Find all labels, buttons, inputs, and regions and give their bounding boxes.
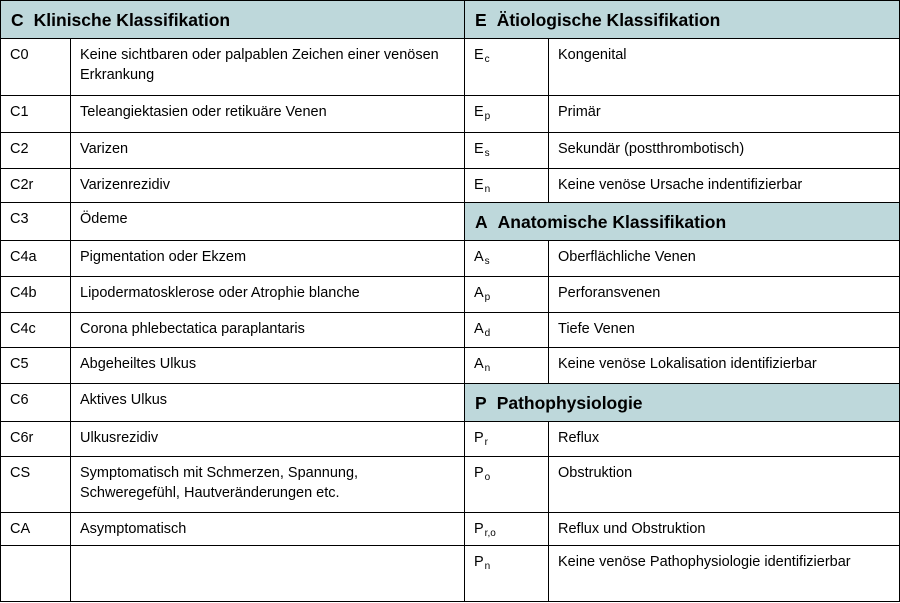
code-letter: P bbox=[474, 430, 484, 446]
clinical-code bbox=[1, 546, 71, 602]
clinical-description: Abgeheiltes Ulkus bbox=[71, 348, 465, 384]
code-letter: A bbox=[474, 249, 484, 265]
code-subscript: d bbox=[484, 328, 491, 339]
code-subscript: p bbox=[484, 292, 491, 303]
clinical-code: C4b bbox=[1, 277, 71, 313]
table-row bbox=[1, 313, 900, 348]
clinical-code: C5 bbox=[1, 348, 71, 384]
etiologic-code bbox=[465, 169, 549, 203]
code-subscript: r,o bbox=[484, 528, 496, 539]
code-letter: A bbox=[474, 356, 484, 372]
code-subscript: n bbox=[484, 184, 491, 195]
pathophysiology-code bbox=[465, 422, 549, 457]
table-row bbox=[1, 513, 900, 546]
pathophysiology-code bbox=[465, 457, 549, 513]
etiologic-code bbox=[465, 96, 549, 133]
anatomic-description: Keine venöse Lokalisation identifizierbar bbox=[549, 348, 900, 384]
anatomic-description: Tiefe Venen bbox=[549, 313, 900, 348]
pathophysiology-description: Reflux bbox=[549, 422, 900, 457]
code-subscript: r bbox=[484, 437, 489, 448]
table-row bbox=[1, 384, 900, 422]
code-subscript: p bbox=[484, 111, 491, 122]
etiologic-description: Primär bbox=[549, 96, 900, 133]
table-row bbox=[1, 169, 900, 203]
table-row bbox=[1, 96, 900, 133]
section-title: Ätiologische Klassifikation bbox=[496, 9, 721, 30]
section-header-pathophysiology bbox=[465, 384, 900, 422]
anatomic-description: Perforansvenen bbox=[549, 277, 900, 313]
clinical-code: CS bbox=[1, 457, 71, 513]
code-subscript: o bbox=[484, 472, 491, 483]
section-letter: C bbox=[11, 9, 24, 30]
code-letter: P bbox=[474, 521, 484, 537]
etiologic-description: Sekundär (postthrombotisch) bbox=[549, 133, 900, 169]
anatomic-code bbox=[465, 348, 549, 384]
clinical-code: C3 bbox=[1, 203, 71, 241]
clinical-description: Lipodermatosklerose oder Atrophie blanche bbox=[71, 277, 465, 313]
clinical-description: Varizenrezidiv bbox=[71, 169, 465, 203]
section-title: Klinische Klassifikation bbox=[33, 9, 231, 30]
code-letter: A bbox=[474, 285, 484, 301]
etiologic-code bbox=[465, 39, 549, 96]
table-row bbox=[1, 348, 900, 384]
clinical-description: Asymptomatisch bbox=[71, 513, 465, 546]
code-letter: E bbox=[474, 141, 484, 157]
section-letter: E bbox=[475, 9, 487, 30]
anatomic-code bbox=[465, 277, 549, 313]
clinical-description: Varizen bbox=[71, 133, 465, 169]
code-subscript: s bbox=[484, 256, 490, 267]
etiologic-description: Kongenital bbox=[549, 39, 900, 96]
pathophysiology-code bbox=[465, 513, 549, 546]
table-row bbox=[1, 422, 900, 457]
code-letter: E bbox=[474, 177, 484, 193]
anatomic-code bbox=[465, 241, 549, 277]
section-header-anatomic bbox=[465, 203, 900, 241]
code-letter: P bbox=[474, 554, 484, 570]
section-title: Anatomische Klassifikation bbox=[497, 211, 727, 232]
pathophysiology-description: Obstruktion bbox=[549, 457, 900, 513]
etiologic-code bbox=[465, 133, 549, 169]
pathophysiology-description: Keine venöse Pathophysiologie identifizierbar bbox=[549, 546, 900, 602]
table-row bbox=[1, 457, 900, 513]
code-subscript: n bbox=[484, 363, 491, 374]
clinical-description: Symptomatisch mit Schmerzen, Spannung, Schweregefühl, Hautveränderungen etc. bbox=[71, 457, 465, 513]
clinical-code: C0 bbox=[1, 39, 71, 96]
clinical-description: Aktives Ulkus bbox=[71, 384, 465, 422]
code-letter: P bbox=[474, 465, 484, 481]
table-row bbox=[1, 1, 900, 39]
etiologic-description: Keine venöse Ursache indentifizierbar bbox=[549, 169, 900, 203]
clinical-description: Ulkusrezidiv bbox=[71, 422, 465, 457]
clinical-description: Teleangiektasien oder retikuäre Venen bbox=[71, 96, 465, 133]
clinical-description: Corona phlebectatica paraplantaris bbox=[71, 313, 465, 348]
code-letter: E bbox=[474, 104, 484, 120]
code-subscript: c bbox=[484, 54, 490, 65]
clinical-description: Keine sichtbaren oder palpablen Zeichen einer venösen Erkrankung bbox=[71, 39, 465, 96]
section-header-etiologic bbox=[465, 1, 900, 39]
pathophysiology-description: Reflux und Obstruktion bbox=[549, 513, 900, 546]
table-row bbox=[1, 133, 900, 169]
clinical-code: C2 bbox=[1, 133, 71, 169]
clinical-code: C1 bbox=[1, 96, 71, 133]
code-subscript: n bbox=[484, 561, 491, 572]
clinical-description: Ödeme bbox=[71, 203, 465, 241]
anatomic-description: Oberflächliche Venen bbox=[549, 241, 900, 277]
table-row bbox=[1, 203, 900, 241]
clinical-code: C6 bbox=[1, 384, 71, 422]
section-header-clinical bbox=[1, 1, 465, 39]
table-row bbox=[1, 39, 900, 96]
table-row bbox=[1, 241, 900, 277]
clinical-code: C2r bbox=[1, 169, 71, 203]
code-letter: A bbox=[474, 321, 484, 337]
clinical-code: C6r bbox=[1, 422, 71, 457]
table-row bbox=[1, 546, 900, 602]
section-letter: A bbox=[475, 211, 488, 232]
clinical-description bbox=[71, 546, 465, 602]
section-letter: P bbox=[475, 392, 487, 413]
clinical-code: CA bbox=[1, 513, 71, 546]
anatomic-code bbox=[465, 313, 549, 348]
clinical-code: C4c bbox=[1, 313, 71, 348]
pathophysiology-code bbox=[465, 546, 549, 602]
clinical-description: Pigmentation oder Ekzem bbox=[71, 241, 465, 277]
code-letter: E bbox=[474, 47, 484, 63]
clinical-code: C4a bbox=[1, 241, 71, 277]
section-title: Pathophysiologie bbox=[496, 392, 643, 413]
table-row bbox=[1, 277, 900, 313]
code-subscript: s bbox=[484, 148, 490, 159]
